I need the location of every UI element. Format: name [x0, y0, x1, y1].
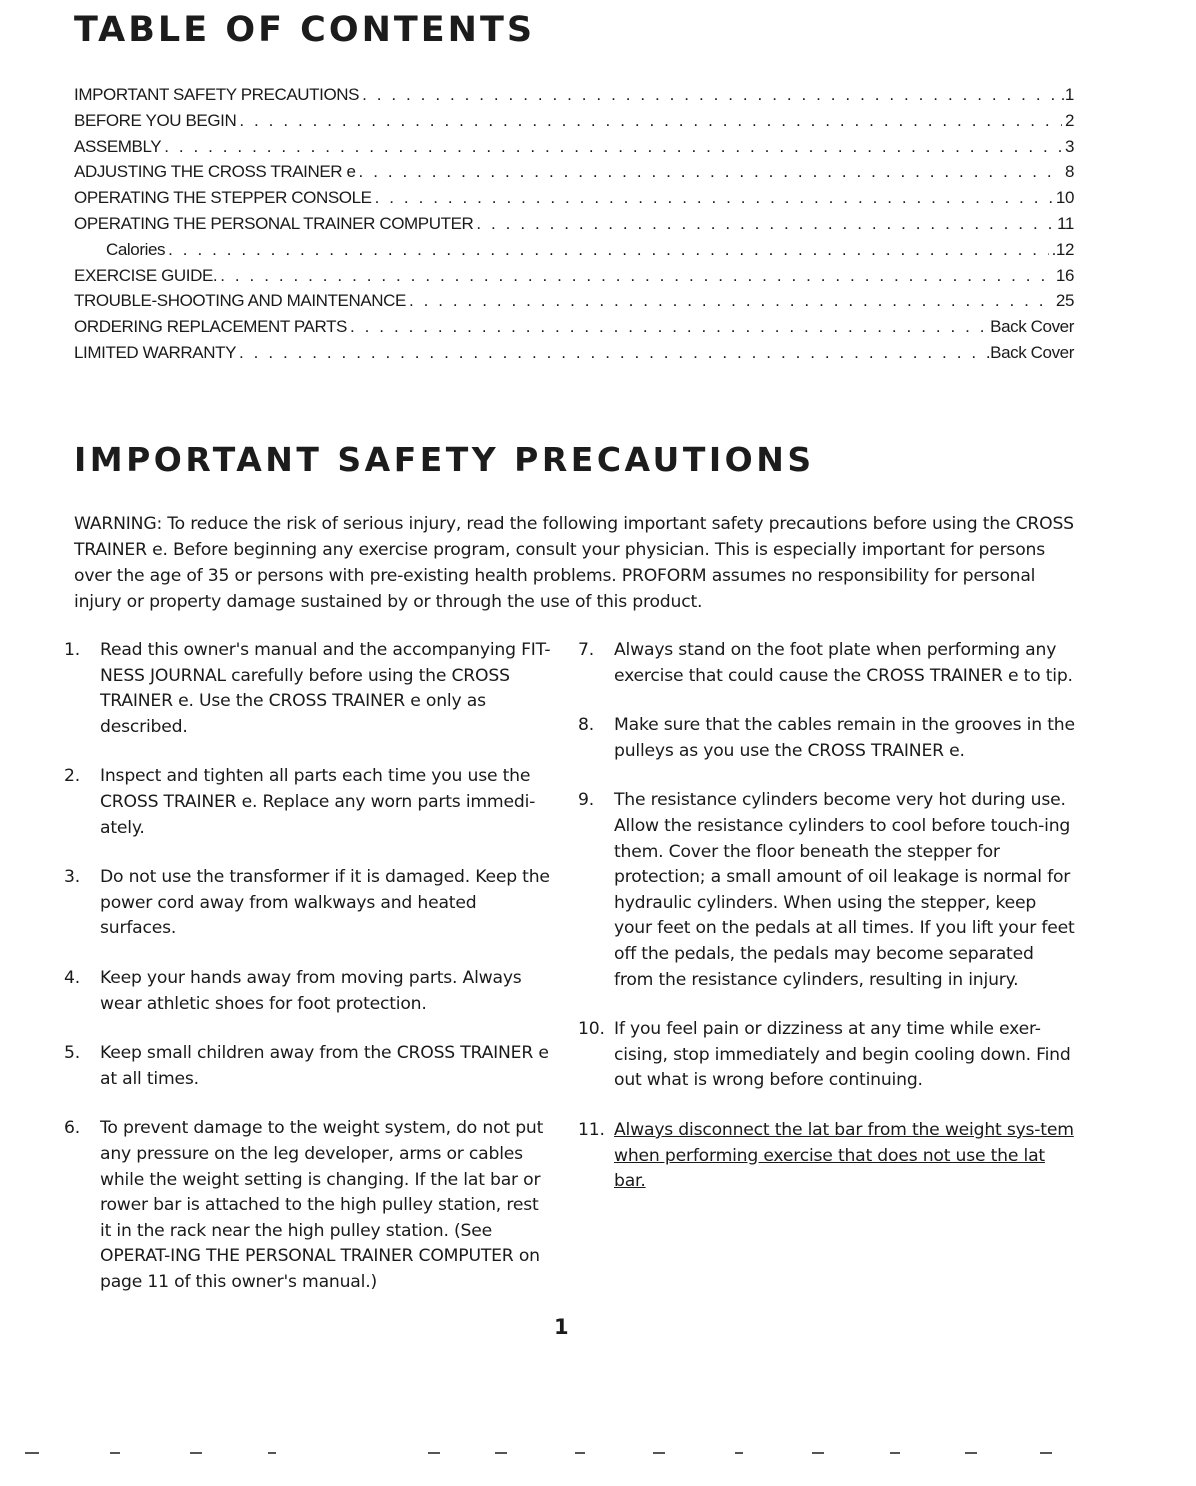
precaution-text: Keep your hands away from moving parts. Always wear athletic shoes for foot protection.: [100, 967, 522, 1014]
precaution-text: If you feel pain or dizziness at any time while exer-cising, stop immediately and begin cooling down. Find out what is wrong before continuing.: [614, 1019, 1071, 1091]
precaution-text: Read this owner's manual and the accompanying FIT-NESS JOURNAL carefully before using the CROSS TRAINER e. Use the CROSS TRAINER e only as described.: [100, 640, 551, 737]
precaution-number: 2.: [64, 766, 80, 787]
scan-mark: [495, 1452, 507, 1454]
toc-entry: [74, 317, 1074, 343]
precaution-text-underlined: Always disconnect the lat bar from the weight sys-tem when performing exercise that does not use the lat bar.: [614, 1119, 1074, 1192]
precaution-text: Do not use the transformer if it is damaged. Keep the power cord away from walkways and heated surfaces.: [100, 867, 550, 939]
precaution-item: [64, 865, 554, 942]
toc-leader-dots: [476, 214, 1054, 234]
precaution-item: [578, 788, 1078, 993]
precaution-number: 10.: [578, 1019, 605, 1040]
warning-paragraph: WARNING: To reduce the risk of serious injury, read the following important safety precautions before using the CROSS TRAINER e. Before beginning any exercise program, consult your physician. This is especially important for persons over the age of 35 or persons with pre-existing health problems. PROFORM assumes no responsibility for personal injury or property damage sustained by or through the use of this product.: [74, 514, 1074, 612]
scan-edge-marks: [0, 1452, 1196, 1462]
toc-entry-page: 2: [1064, 110, 1074, 130]
toc-leader-dots: [239, 343, 983, 363]
toc-entry-page: Back Cover: [990, 317, 1074, 337]
toc-entry: [74, 291, 1074, 317]
toc-entry-label: ORDERING REPLACEMENT PARTS: [74, 317, 347, 337]
scan-mark: [1040, 1452, 1052, 1454]
toc-entry-page: 3: [1064, 136, 1074, 156]
scan-mark: [812, 1452, 824, 1454]
precaution-text: To prevent damage to the weight system, do not put any pressure on the leg developer, arms or cables while the weight setting is changing. If the lat bar or rower bar is attached to the high pulley station, rest it in the rack near the high pulley station. (See OPERAT-ING THE PERSONAL TRAINER COMPUTER on page 11 of this owner's manual.): [100, 1118, 544, 1292]
precaution-number: 6.: [64, 1118, 80, 1139]
precaution-number: 9.: [578, 790, 594, 811]
precaution-text: Keep small children away from the CROSS TRAINER e at all times.: [100, 1043, 549, 1089]
precaution-number: 3.: [64, 867, 80, 888]
toc-leader-dots: [350, 317, 987, 337]
toc-entry-page: .12: [1051, 239, 1074, 259]
toc-leader-dots: [409, 291, 1053, 311]
toc-entry-label: OPERATING THE PERSONAL TRAINER COMPUTER: [74, 213, 474, 233]
precaution-text: Make sure that the cables remain in the grooves in the pulleys as you use the CROSS TRAINER e.: [614, 715, 1075, 761]
precaution-number: 1.: [64, 640, 80, 660]
toc-entry-label: Calories: [106, 239, 166, 259]
scan-mark: [110, 1452, 120, 1454]
scan-mark: [653, 1452, 665, 1454]
toc-leader-dots: [164, 137, 1062, 157]
toc-entry-page: 10: [1055, 188, 1074, 208]
scan-mark: [965, 1452, 977, 1454]
toc-entry: [74, 137, 1074, 163]
precaution-text: Always stand on the foot plate when performing any exercise that could cause the CROSS TRAINER e to tip.: [614, 640, 1073, 686]
precaution-item: [64, 1116, 554, 1295]
toc-entry-page: .Back Cover: [985, 342, 1074, 362]
toc-entry-page: 11: [1057, 213, 1074, 233]
scan-mark: [575, 1452, 585, 1454]
precaution-number: 7.: [578, 640, 594, 660]
toc-entry: [74, 111, 1074, 137]
precaution-item: [578, 1017, 1078, 1094]
safety-heading: IMPORTANT SAFETY PRECAUTIONS: [74, 440, 815, 479]
page-number: 1: [554, 1315, 569, 1339]
toc-leader-dots: [239, 111, 1062, 131]
toc-entry-page: .1: [1060, 85, 1074, 104]
toc-entry: [74, 85, 1074, 111]
toc-entry-page: 8: [1064, 162, 1074, 182]
toc-leader-dots: [220, 266, 1053, 286]
table-of-contents: [74, 85, 1074, 369]
precaution-number: 4.: [64, 967, 80, 988]
precaution-item: [578, 1118, 1078, 1195]
precaution-item: [64, 764, 554, 841]
toc-entry: [74, 343, 1074, 369]
toc-leader-dots: [375, 188, 1053, 208]
toc-entry-label: EXERCISE GUIDE.: [74, 265, 218, 285]
scan-mark: [268, 1452, 276, 1454]
toc-entry-label: LIMITED WARRANTY: [74, 342, 237, 362]
toc-entry-label: ADJUSTING THE CROSS TRAINER e: [74, 162, 356, 182]
scan-mark: [428, 1452, 440, 1454]
toc-leader-dots: [362, 85, 1058, 105]
scan-mark: [890, 1452, 900, 1454]
toc-heading: TABLE OF CONTENTS: [74, 10, 536, 50]
toc-entry-label: BEFORE YOU BEGIN: [74, 110, 237, 130]
precaution-item: [64, 638, 554, 740]
toc-entry-label: OPERATING THE STEPPER CONSOLE: [74, 188, 372, 208]
toc-entry: [74, 214, 1074, 240]
scan-mark: [735, 1452, 743, 1454]
toc-leader-dots: [168, 240, 1048, 260]
precaution-number: 11.: [578, 1119, 605, 1140]
toc-leader-dots: [359, 162, 1062, 182]
toc-entry-label: IMPORTANT SAFETY PRECAUTIONS: [74, 85, 360, 104]
precaution-item: [64, 966, 554, 1017]
precautions-left-column: [64, 638, 554, 1295]
toc-entry-label: ASSEMBLY: [74, 136, 162, 156]
toc-entry: [74, 266, 1074, 292]
precaution-item: [578, 713, 1078, 764]
toc-entry: [74, 188, 1074, 214]
precautions-right-column: [578, 638, 1078, 1195]
precaution-number: 8.: [578, 715, 594, 736]
precaution-item: [578, 638, 1078, 689]
toc-entry-page: 25: [1055, 291, 1074, 311]
toc-entry: [74, 162, 1074, 188]
toc-entry-page: 16: [1055, 265, 1074, 285]
precaution-text: The resistance cylinders become very hot during use. Allow the resistance cylinders to cool before touch-ing them. Cover the floor beneath the stepper for protection; a small amount of oil leakage is normal for hydraulic cylinders. When using the stepper, keep your feet on the pedals at all times. If you lift your feet off the pedals, the pedals may become separated from the resistance cylinders, resulting in injury.: [614, 790, 1075, 990]
precaution-number: 5.: [64, 1043, 80, 1064]
precaution-item: [64, 1041, 554, 1092]
toc-entry-label: TROUBLE-SHOOTING AND MAINTENANCE: [74, 291, 406, 311]
scan-mark: [190, 1452, 202, 1454]
scan-mark: [25, 1452, 39, 1454]
precaution-text: Inspect and tighten all parts each time you use the CROSS TRAINER e. Replace any worn parts immedi-ately.: [100, 766, 536, 838]
toc-subentry: [74, 240, 1074, 266]
